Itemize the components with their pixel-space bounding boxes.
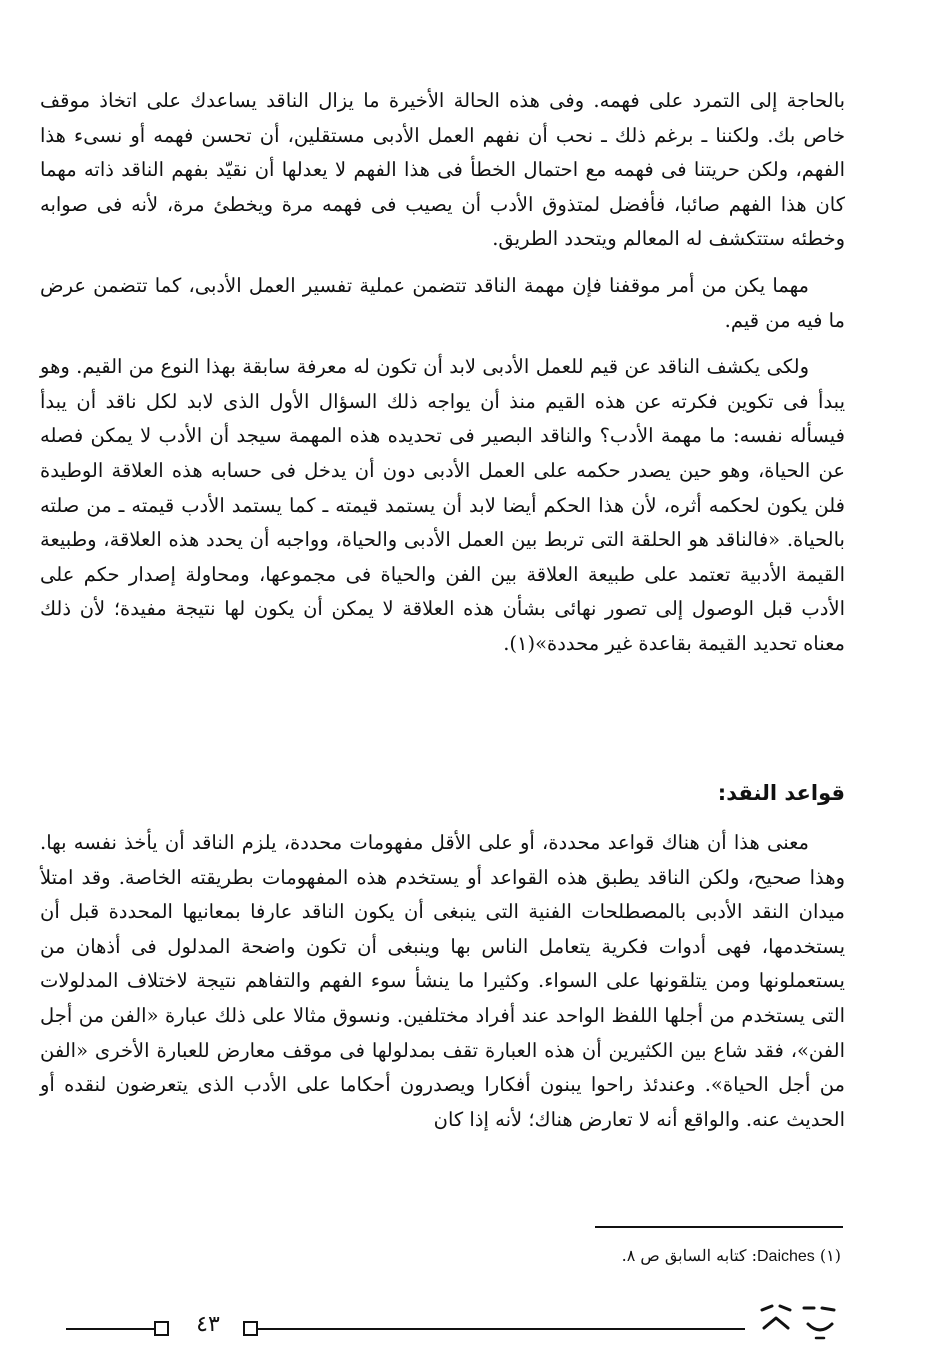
page-footer: [0, 1310, 927, 1350]
footnote-divider: [595, 1226, 843, 1228]
section-heading: قواعد النقد:: [717, 781, 845, 805]
footer-square-left-icon: [154, 1321, 169, 1336]
footer-rule-left: [66, 1328, 154, 1330]
paragraph-1: بالحاجة إلى التمرد على فهمه. وفى هذه الحالة الأخيرة ما يزال الناقد يساعدك على اتخاذ موقف خاص بك. ولكننا ـ برغم ذلك ـ نحب أن نفهم العمل الأدبى مستقلين، أن تحسن فهمه أو نسىء هذا الفهم، ولكن حريتنا فى فهمه مع احتمال الخطأ فى هذا الفهم لا يعدلها أن نقيّد بفهم الناقد ذاته مهما كان هذا الفهم صائبا، فأفضل لمتذوق الأدب أن يصيب فى فهمه مرة ويخطئ مرة، لأنه فى صوابه وخطئه ستتكشف له المعالم ويتحدد الطريق.: [40, 89, 845, 251]
body-text-section-2: [40, 826, 845, 1149]
paragraph-3: ولكى يكشف الناقد عن قيم للعمل الأدبى لابد أن تكون له معرفة سابقة بهذا النوع من القيم. وهو يبدأ فى تكوين فكرته عن هذه القيم منذ أن يواجه ذلك السؤال الأول الذى لابد لكل ناقد أن يبدأ فيسأله نفسه: ما مهمة الأدب؟ والناقد البصير فى تحديده هذه المهمة سيجد أن الأدب لا يمكن فصله عن الحياة، وهو حين يصدر حكمه على العمل الأدبى دون أن يدخل فى حسابه هذه العلاقة الوطيدة فلن يكون لحكمه أثره، لأن هذا الحكم أيضا لابد أن يستمد قيمته ـ كما يستمد الأدب قيمته ـ من صلته بالحياة. «فالناقد هو الحلقة التى تربط بين العمل الأدبى والحياة، وواجبه أن يحدد هذه العلاقة، وطبيعة القيمة الأدبية تعتمد على طبيعة العلاقة بين الفن والحياة فى مجموعها، ومحاولة إصدار حكم على الأدب قبل الوصول إلى تصور نهائى بشأن هذه العلاقة لا يمكن أن يكون لها نتيجة مفيدة؛ لأن ذلك معناه تحديد القيمة بقاعدة غير محددة»(١).: [40, 355, 845, 655]
footer-ornament-icon: [758, 1302, 842, 1346]
footnote-text: : كتابه السابق ص ٨.: [621, 1246, 757, 1265]
body-text-section-1: [40, 84, 845, 674]
page-number: ٤٣: [196, 1312, 220, 1337]
footer-square-right-icon: [243, 1321, 258, 1336]
footnote-marker: (١): [819, 1246, 841, 1265]
footnote-author: Daiches: [757, 1248, 815, 1265]
footnote: [622, 1244, 841, 1269]
paragraph-4: معنى هذا أن هناك قواعد محددة، أو على الأقل مفهومات محددة، يلزم الناقد أن يأخذ نفسه بها. وهذا صحيح، ولكن الناقد يطبق هذه القواعد أو يستخدم هذه المفهومات بطريقته الخاصة. وقد امتلأ ميدان النقد الأدبى بالمصطلحات الفنية التى ينبغى أن يكون الناقد عارفا بمعانيها المحددة قبل أن يستخدمها، فهى أدوات فكرية يتعامل الناس بها وينبغى أن تكون واضحة المدلول فى أذهان من يستعملونها ومن يتلقونها على السواء. وكثيرا ما ينشأ سوء الفهم والتفاهم نتيجة لاختلاف المدلولات التى يستخدم من أجلها اللفظ الواحد عند أفراد مختلفين. ونسوق مثالا على ذلك عبارة «الفن من أجل الفن»، فقد شاع بين الكثيرين أن هذه العبارة تقف بمدلولها فى موقف معارض للعبارة الأخرى «الفن من أجل الحياة». وعندئذ راحوا يبنون أفكارا ويصدرون أحكاما على الأدب الذى يتعرضون لنقده أو الحديث عنه. والواقع أنه لا تعارض هناك؛ لأنه إذا كان: [40, 831, 845, 1131]
footer-rule-right: [258, 1328, 745, 1330]
paragraph-2: مهما يكن من أمر موقفنا فإن مهمة الناقد تتضمن عملية تفسير العمل الأدبى، كما تتضمن عرض ما فيه من قيم.: [40, 273, 845, 332]
